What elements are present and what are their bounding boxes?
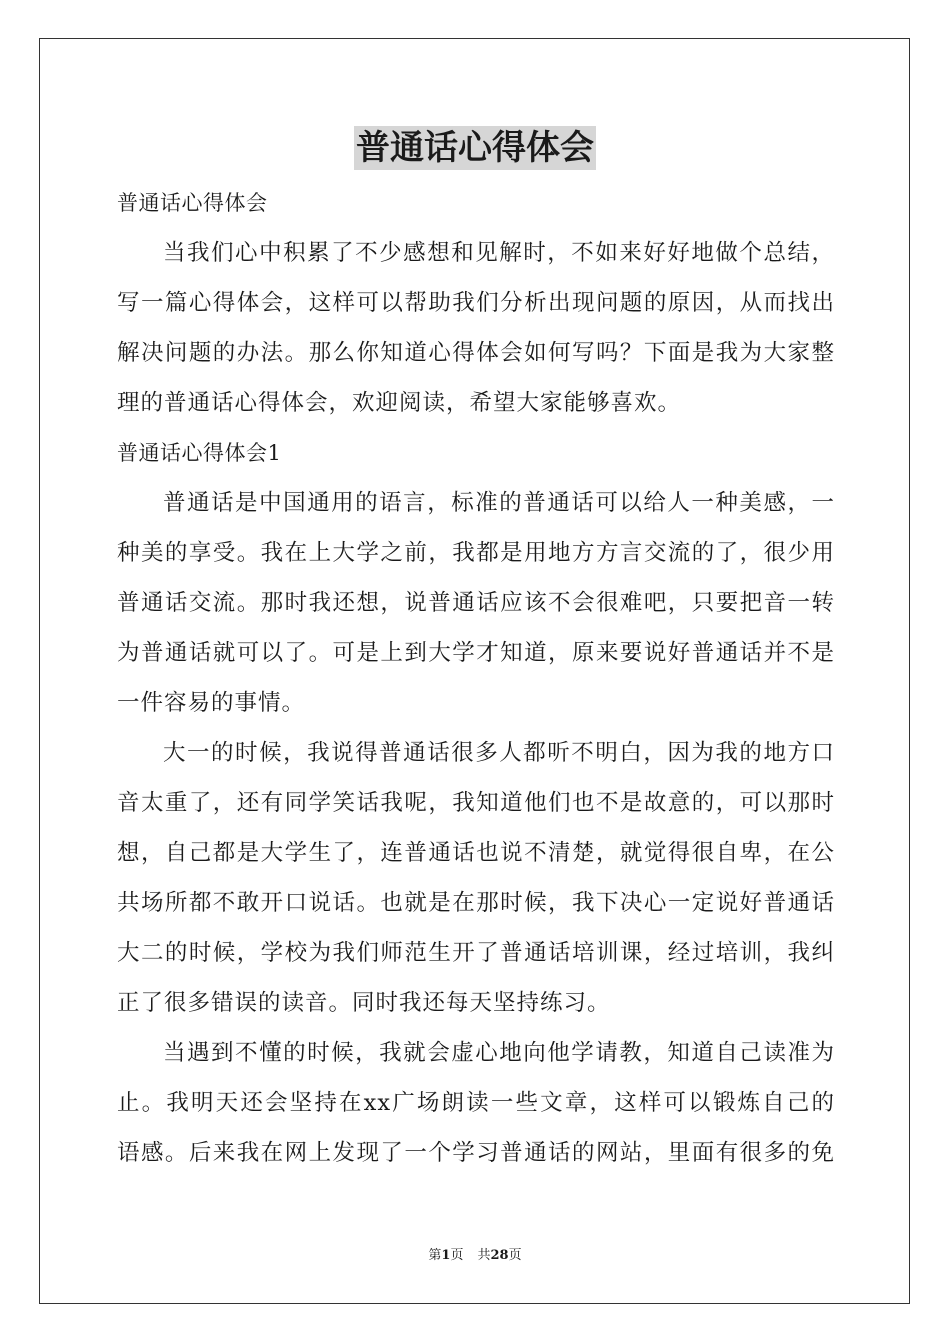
text-line: 普通话交流。那时我还想，说普通话应该不会很难吧，只要把音一转 bbox=[117, 590, 835, 616]
text-line: 语感。后来我在网上发现了一个学习普通话的网站，里面有很多的免 bbox=[117, 1140, 835, 1166]
text-line: 普通话是中国通用的语言，标准的普通话可以给人一种美感，一 bbox=[163, 490, 835, 516]
footer-page-prefix: 第 bbox=[428, 1248, 442, 1263]
text-line: 当遇到不懂的时候，我就会虚心地向他学请教，知道自己读准为 bbox=[163, 1040, 835, 1066]
text-line: 当我们心中积累了不少感想和见解时，不如来好好地做个总结， bbox=[163, 240, 835, 266]
text-line: 理的普通话心得体会，欢迎阅读，希望大家能够喜欢。 bbox=[117, 390, 682, 416]
text-line: 想，自己都是大学生了，连普通话也说不清楚，就觉得很自卑，在公 bbox=[117, 840, 835, 866]
document-body bbox=[117, 178, 835, 1178]
section-heading: 普通话心得体会1 bbox=[117, 441, 282, 465]
text-line: 一件容易的事情。 bbox=[117, 690, 306, 716]
text-line: 正了很多错误的读音。同时我还每天坚持练习。 bbox=[117, 990, 611, 1016]
text-line: 止。我明天还会坚持在xx广场朗读一些文章，这样可以锻炼自己的 bbox=[117, 1090, 835, 1116]
page-footer bbox=[0, 1247, 950, 1265]
text-line: 音太重了，还有同学笑话我呢，我知道他们也不是故意的，可以那时 bbox=[117, 790, 835, 816]
footer-page-suffix: 页 bbox=[450, 1248, 464, 1263]
document-title: 普通话心得体会 bbox=[356, 128, 594, 168]
text-line: 种美的享受。我在上大学之前，我都是用地方方言交流的了，很少用 bbox=[117, 540, 835, 566]
footer-page-number: 1 bbox=[441, 1248, 451, 1263]
document-title-wrapper bbox=[0, 126, 950, 170]
section-heading: 普通话心得体会 bbox=[117, 191, 268, 215]
text-line: 大二的时候，学校为我们师范生开了普通话培训课，经过培训，我纠 bbox=[117, 940, 835, 966]
text-line: 写一篇心得体会，这样可以帮助我们分析出现问题的原因，从而找出 bbox=[117, 290, 835, 316]
footer-total-prefix: 共 bbox=[477, 1248, 491, 1263]
footer-total-pages: 28 bbox=[490, 1248, 509, 1263]
text-line: 解决问题的办法。那么你知道心得体会如何写吗？下面是我为大家整 bbox=[117, 340, 835, 366]
text-line: 大一的时候，我说得普通话很多人都听不明白，因为我的地方口 bbox=[163, 740, 835, 766]
text-line: 共场所都不敢开口说话。也就是在那时候，我下决心一定说好普通话 bbox=[117, 890, 835, 916]
text-line: 为普通话就可以了。可是上到大学才知道，原来要说好普通话并不是 bbox=[117, 640, 835, 666]
footer-total-suffix: 页 bbox=[508, 1248, 522, 1263]
